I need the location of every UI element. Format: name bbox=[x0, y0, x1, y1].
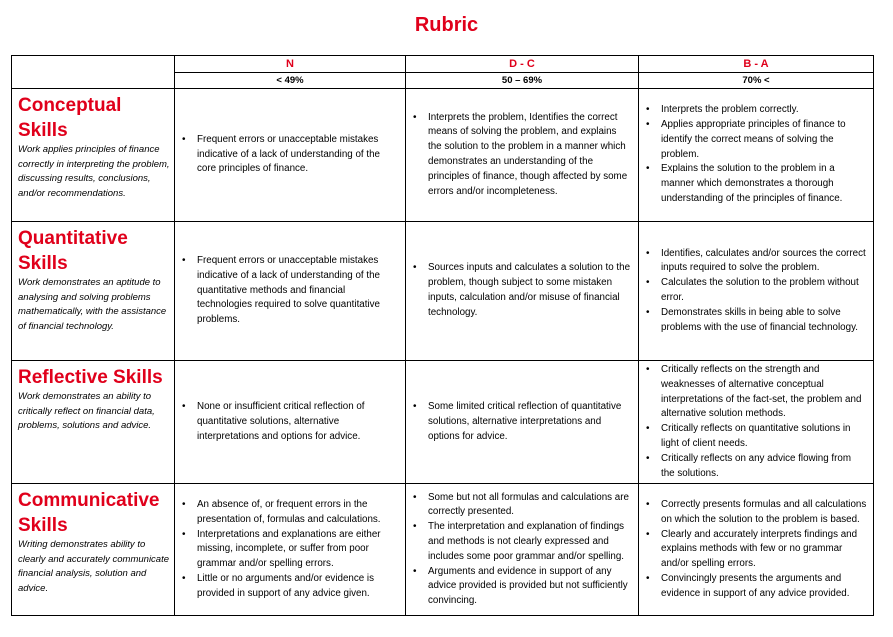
bullet-item: • The interpretation and explanation of findings and methods is not clearly expressed and includes some poor grammar and/or spelling. bbox=[410, 520, 632, 564]
rubric-cell-n bbox=[175, 361, 406, 484]
bullet-item: • Sources inputs and calculates a solution to the problem, though subject to some mistaken inputs, calculation and/or misuse of financial technology. bbox=[410, 261, 632, 320]
bullet-list bbox=[410, 261, 632, 320]
bullet-item: • Demonstrates skills in being able to solve problems with the use of financial technology. bbox=[643, 306, 867, 336]
rubric-cell-dc bbox=[406, 89, 639, 222]
criterion-cell bbox=[12, 89, 175, 222]
rubric-cell-ba bbox=[639, 361, 874, 484]
rubric-cell-dc bbox=[406, 361, 639, 484]
criterion-row bbox=[12, 222, 874, 361]
bullet-item: • Calculates the solution to the problem without error. bbox=[643, 276, 867, 306]
bullet-item: • Explains the solution to the problem in a manner which demonstrates a thorough understanding of the principles of finance. bbox=[643, 162, 867, 206]
criterion-row bbox=[12, 484, 874, 616]
rubric-cell-dc bbox=[406, 484, 639, 616]
bullet-list bbox=[410, 111, 632, 200]
corner-cell-lower bbox=[12, 73, 175, 89]
bullet-list bbox=[643, 247, 867, 336]
bullet-item: • Some limited critical reflection of quantitative solutions, alternative interpretations and options for advice. bbox=[410, 400, 632, 444]
criterion-cell bbox=[12, 484, 175, 616]
bullet-list bbox=[643, 363, 867, 481]
bullet-item: • None or insufficient critical reflection of quantitative solutions, alternative interpretations and options for advice. bbox=[179, 400, 399, 444]
criterion-cell bbox=[12, 222, 175, 361]
bullet-item: • Frequent errors or unacceptable mistakes indicative of a lack of understanding of the core principles of finance. bbox=[179, 133, 399, 177]
range-header-dc: 50 – 69% bbox=[406, 73, 639, 89]
rubric-cell-dc bbox=[406, 222, 639, 361]
grade-header-ba: B - A bbox=[639, 56, 874, 73]
range-header-n: < 49% bbox=[175, 73, 406, 89]
bullet-item: • Critically reflects on quantitative solutions in light of client needs. bbox=[643, 422, 867, 452]
criterion-name: Communicative Skills bbox=[18, 490, 160, 537]
criterion-description: Work applies principles of finance correctly in interpreting the problem, discussing results, conclusions, and/or recommendations. bbox=[18, 144, 170, 199]
grade-header-dc: D - C bbox=[406, 56, 639, 73]
rubric-cell-n bbox=[175, 484, 406, 616]
bullet-item: • Arguments and evidence in support of any advice provided is provided but not sufficiently convincing. bbox=[410, 565, 632, 609]
bullet-item: • Little or no arguments and/or evidence is provided in support of any advice given. bbox=[179, 572, 399, 602]
grade-header-row bbox=[12, 56, 874, 73]
bullet-list bbox=[410, 400, 632, 444]
bullet-item: • Clearly and accurately interprets findings and explains methods with few or no grammar and/or spelling errors. bbox=[643, 528, 867, 572]
corner-cell bbox=[12, 56, 175, 73]
bullet-list bbox=[179, 133, 399, 177]
criterion-row bbox=[12, 89, 874, 222]
range-header-row bbox=[12, 73, 874, 89]
bullet-item: • An absence of, or frequent errors in the presentation of, formulas and calculations. bbox=[179, 498, 399, 528]
bullet-item: • Applies appropriate principles of finance to identify the correct means of solving the problem. bbox=[643, 118, 867, 162]
range-header-ba: 70% < bbox=[639, 73, 874, 89]
bullet-list bbox=[643, 103, 867, 207]
bullet-list bbox=[179, 254, 399, 328]
bullet-item: • Interprets the problem correctly. bbox=[643, 103, 867, 118]
bullet-item: • Critically reflects on the strength and weaknesses of alternative conceptual interpretations of the fact-set, the problem and alternative solution methods. bbox=[643, 363, 867, 422]
bullet-list bbox=[410, 491, 632, 609]
bullet-item: • Convincingly presents the arguments and evidence in support of any advice provided. bbox=[643, 572, 867, 602]
criterion-description: Work demonstrates an ability to critically reflect on financial data, problems, solutions and advice. bbox=[18, 391, 155, 431]
bullet-item: • Interprets the problem, Identifies the correct means of solving the problem, and explains the solution to the problem in a manner which demonstrates an understanding of the principles of finance, though affected by some errors and/or incompleteness. bbox=[410, 111, 632, 200]
bullet-item: • Correctly presents formulas and all calculations on which the solution to the problem is based. bbox=[643, 498, 867, 528]
page-title: Rubric bbox=[414, 14, 479, 36]
criterion-description: Writing demonstrates ability to clearly and accurately communicate financial analysis, solution and advice. bbox=[18, 539, 170, 594]
rubric-table bbox=[11, 55, 874, 616]
criterion-row bbox=[12, 361, 874, 484]
rubric-cell-n bbox=[175, 222, 406, 361]
bullet-item: • Critically reflects on any advice flowing from the solutions. bbox=[643, 452, 867, 482]
grade-header-n: N bbox=[175, 56, 406, 73]
bullet-item: • Frequent errors or unacceptable mistakes indicative of a lack of understanding of the quantitative methods and financial technologies required to solve quantitative problems. bbox=[179, 254, 399, 328]
bullet-item: • Interpretations and explanations are either missing, incomplete, or suffer from poor grammar and/or spelling errors. bbox=[179, 528, 399, 572]
rubric-cell-n bbox=[175, 89, 406, 222]
rubric-cell-ba bbox=[639, 222, 874, 361]
criterion-name: Reflective Skills bbox=[18, 367, 163, 388]
criterion-description: Work demonstrates an aptitude to analysing and solving problems mathematically, with the assistance of financial technology. bbox=[18, 277, 167, 332]
criterion-name: Conceptual Skills bbox=[18, 95, 122, 141]
rubric-cell-ba bbox=[639, 484, 874, 616]
bullet-list bbox=[643, 498, 867, 602]
criterion-name: Quantitative Skills bbox=[18, 228, 128, 274]
bullet-item: • Identifies, calculates and/or sources the correct inputs required to solve the problem. bbox=[643, 247, 867, 277]
bullet-item: • Some but not all formulas and calculations are correctly presented. bbox=[410, 491, 632, 521]
criterion-cell bbox=[12, 361, 175, 484]
rubric-cell-ba bbox=[639, 89, 874, 222]
bullet-list bbox=[179, 498, 399, 602]
bullet-list bbox=[179, 400, 399, 444]
